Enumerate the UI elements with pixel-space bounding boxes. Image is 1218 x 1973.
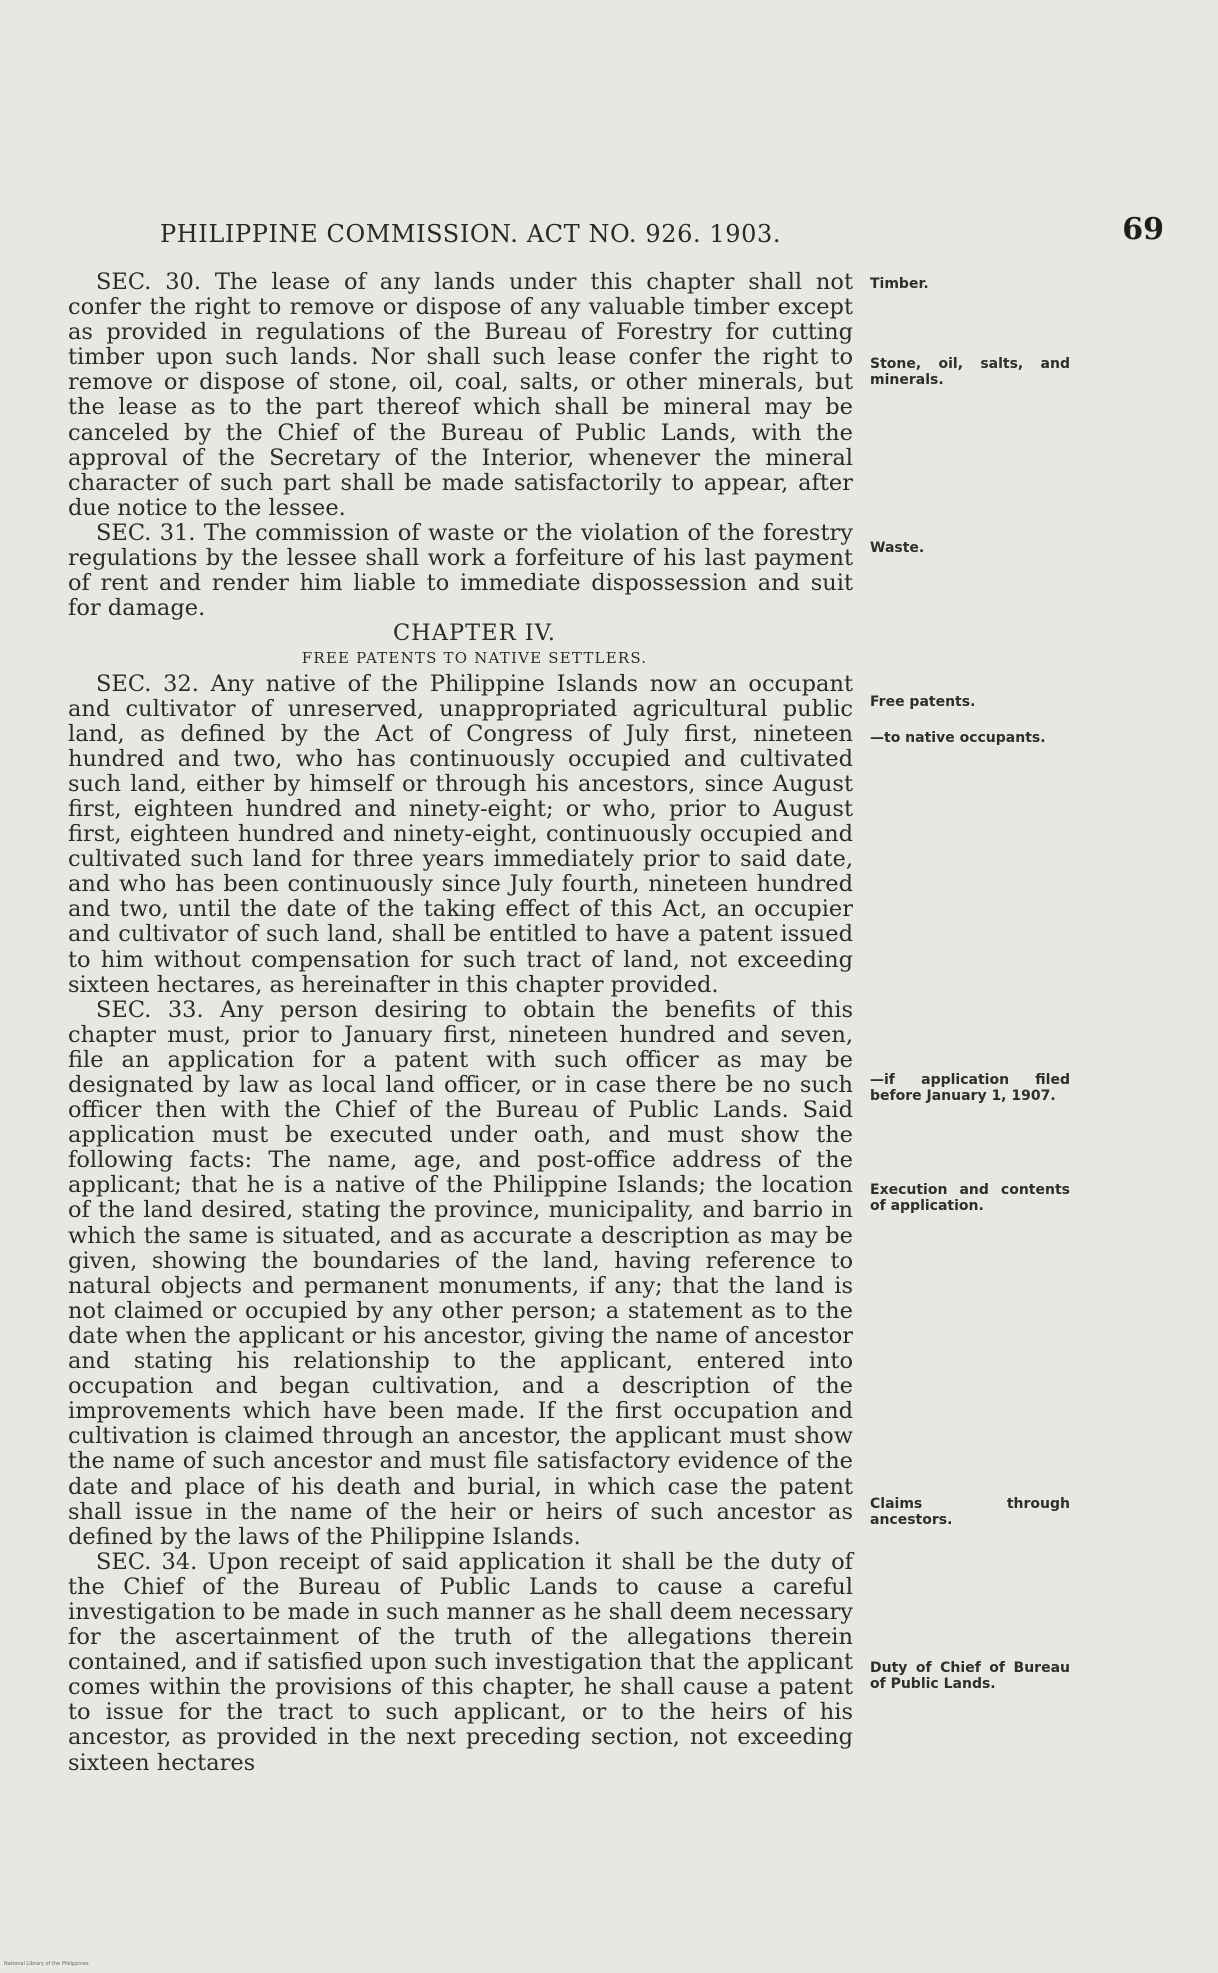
section-34: SEC. 34. Upon receipt of said application it shall be the duty of the Chief of the Bureau of Public Lands to cause a careful investigation to be made in such manner as he shall deem necessary for the ascertainment of the truth of the allegations therein contained, and if satisfied upon such investigation that the applicant comes within the provisions of this chapter, he shall cause a patent to issue for the tract to such applicant, or to the heirs of his ancestor, as provided in the next preceding section, not exceeding sixteen hectares [68, 1548, 853, 1776]
section-32: SEC. 32. Any native of the Philippine Islands now an occupant and cultivator of unreserved, unappropriated agricultural public land, as defined by the Act of Congress of July first, nineteen hundred and two, who has continuously occupied and cultivated such land, either by himself or through his ancestors, since August first, eighteen hundred and ninety-eight; or who, prior to August first, eighteen hundred and ninety-eight, continuously occupied and cultivated such land for three years immediately prior to said date, and who has been continuously since July fourth, nineteen hundred and two, until the date of the taking effect of this Act, an occupier and cultivator of such land, shall be entitled to have a patent issued to him without compensation for such tract of land, not exceeding sixteen hectares, as hereinafter in this chapter provided. [68, 670, 853, 998]
margin-note-claims-ancestors: Claims through ancestors. [870, 1496, 1070, 1528]
margin-note-free-patents: Free patents. [870, 694, 976, 710]
margin-note-timber: Timber. [870, 276, 929, 292]
body-text [68, 270, 853, 1776]
section-33: SEC. 33. Any person desiring to obtain the benefits of this chapter must, prior to January first, nineteen hundred and seven, file an application for a patent with such officer as may be designated by law as local land officer, or in case there be no such officer then with the Chief of the Bureau of Public Lands. Said application must be executed under oath, and must show the following facts: The name, age, and post-office address of the applicant; that he is a native of the Philippine Islands; the location of the land desired, stating the province, municipality, and barrio in which the same is situated, and as accurate a description as may be given, showing the boundaries of the land, having reference to natural objects and permanent monuments, if any; that the land is not claimed or occupied by any other person; a statement as to the date when the applicant or his ancestor, giving the name of ancestor and stating his relationship to the applicant, entered into occupation and began cultivation, and a description of the improvements which have been made. If the first occupation and cultivation is claimed through an ancestor, the applicant must show the name of such ancestor and must file satisfactory evidence of the date and place of his death and burial, in which case the patent shall issue in the name of the heir or heirs of such ancestor as defined by the laws of the Philippine Islands. [68, 996, 853, 1550]
margin-note-application-filed: —if application filed before January 1, 1907. [870, 1072, 1070, 1104]
page-number: 69 [1122, 212, 1164, 247]
chapter-heading: CHAPTER IV. [392, 620, 557, 647]
margin-note-native-occupants: —to native occupants. [870, 730, 1046, 746]
margin-note-waste: Waste. [870, 540, 925, 556]
footer-text: National Library of the Philippines [4, 1961, 89, 1967]
running-title: PHILIPPINE COMMISSION. ACT NO. 926. 1903. [160, 220, 782, 248]
section-30: SEC. 30. The lease of any lands under this chapter shall not confer the right to remove or dispose of any valuable timber except as provided in regulations of the Bureau of Forestry for cutting timber upon such lands. Nor shall such lease confer the right to remove or dispose of stone, oil, coal, salts, or other minerals, but the lease as to the part thereof which shall be mineral may be canceled by the Chief of the Bureau of Public Lands, with the approval of the Secretary of the Interior, whenever the mineral character of such part shall be made satisfactorily to appear, after due notice to the lessee. [68, 269, 853, 521]
margin-note-stone-oil-salts: Stone, oil, salts, and minerals. [870, 356, 1070, 388]
section-31: SEC. 31. The commission of waste or the violation of the forestry regulations by the lessee shall work a forfeiture of his last payment of rent and render him liable to immediate dispossession and suit for damage. [68, 519, 853, 622]
chapter-subheading: FREE PATENTS TO NATIVE SETTLERS. [301, 649, 648, 668]
margin-note-execution: Execution and contents of application. [870, 1182, 1070, 1214]
margin-note-duty-chief: Duty of Chief of Bureau of Public Lands. [870, 1660, 1070, 1692]
